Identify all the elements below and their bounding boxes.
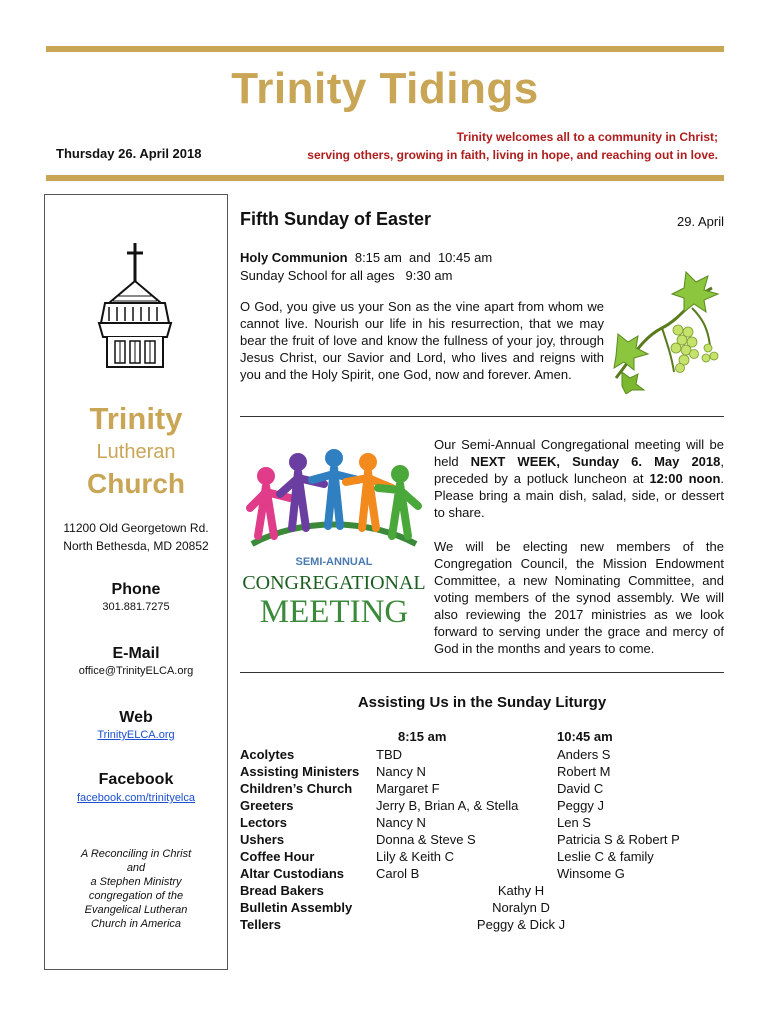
note-line: Church in America xyxy=(90,918,182,930)
note-line: a Stephen Ministry xyxy=(90,876,182,888)
shared-assignee: Peggy & Dick J xyxy=(476,917,566,932)
liturgy-roles xyxy=(240,746,359,933)
role-label: Altar Custodians xyxy=(240,866,345,881)
church-steeple-icon xyxy=(95,241,175,371)
communion-line xyxy=(240,249,492,267)
late-assignee: Robert M xyxy=(557,764,611,779)
shared-assignee: Kathy H xyxy=(497,883,545,898)
early-service-column xyxy=(376,746,518,882)
role-label: Tellers xyxy=(240,917,281,932)
facebook-label: Facebook xyxy=(98,771,174,788)
meeting-text: . Please bring a main dish, salad, side, or dessert to share. xyxy=(434,471,725,520)
role-label: Children’s Church xyxy=(240,781,353,796)
graphic-congregational: CONGREGATIONAL xyxy=(242,572,426,594)
sunday-date: 29. April xyxy=(677,214,724,229)
meeting-text: , preceded by a potluck luncheon at xyxy=(434,454,724,486)
web-link[interactable]: TrinityELCA.org xyxy=(97,729,175,741)
role-label: Assisting Ministers xyxy=(240,764,360,779)
communion-label: Holy Communion xyxy=(240,250,348,265)
prayer-of-the-day: O God, you give us your Son as the vine apart from whom we cannot live. Nourish our life in his resurrection, that we may bear the fruit of love and know the fullness of your joy, through Jesus Christ, our Savior and Lord, who lives and reigns with you and the Holy Spirit, one God, now and forever. Amen. xyxy=(240,299,604,382)
email-label: E-Mail xyxy=(112,645,160,662)
address-line-2: North Bethesda, MD 20852 xyxy=(63,539,209,553)
late-service-column xyxy=(557,746,680,882)
role-label: Lectors xyxy=(240,815,287,830)
late-assignee: Len S xyxy=(557,815,591,830)
reconciling-note xyxy=(45,847,227,931)
newsletter-title: Trinity Tidings xyxy=(231,64,539,113)
luncheon-time: 12:00 noon xyxy=(649,471,721,486)
phone-label: Phone xyxy=(111,581,161,598)
late-assignee: Anders S xyxy=(557,747,611,762)
sidebar xyxy=(44,194,228,970)
meeting-date: NEXT WEEK, Sunday 6. May 2018 xyxy=(470,454,721,469)
address-line-1: 11200 Old Georgetown Rd. xyxy=(63,521,209,535)
phone-number: 301.881.7275 xyxy=(102,601,170,613)
facebook-link[interactable]: facebook.com/trinityelca xyxy=(77,792,195,804)
sunday-school-line: Sunday School for all ages 9:30 am xyxy=(240,268,453,283)
role-label: Coffee Hour xyxy=(240,849,315,864)
meeting-announcement xyxy=(434,436,724,521)
early-assignee: Nancy N xyxy=(376,815,426,830)
church-address xyxy=(45,519,227,555)
shared-assignments xyxy=(376,882,666,933)
people-circle-icon xyxy=(240,448,428,558)
sunday-heading: Fifth Sunday of Easter xyxy=(240,209,432,229)
shared-assignee: Noralyn D xyxy=(492,900,550,915)
early-assignee: Lily & Keith C xyxy=(376,849,455,864)
early-assignee: TBD xyxy=(376,747,402,762)
email-address: office@TrinityELCA.org xyxy=(78,665,194,677)
note-line: congregation of the xyxy=(88,890,184,902)
church-name-trinity: Trinity xyxy=(89,401,183,436)
role-label: Bulletin Assembly xyxy=(240,900,353,915)
early-assignee: Donna & Steve S xyxy=(376,832,476,847)
late-service-header: 10:45 am xyxy=(557,729,613,744)
tagline-line-1: Trinity welcomes all to a community in Christ; xyxy=(456,130,718,144)
note-line: and xyxy=(126,862,146,874)
header-bottom-rule xyxy=(46,175,724,181)
section-divider xyxy=(240,416,724,417)
early-assignee: Carol B xyxy=(376,866,420,881)
graphic-meeting: MEETING xyxy=(259,594,409,630)
meeting-text: Our Semi-Annual Congregational meeting will be held xyxy=(434,437,724,469)
role-label: Acolytes xyxy=(240,747,295,762)
role-label: Bread Bakers xyxy=(240,883,324,898)
communion-times: 8:15 am and 10:45 am xyxy=(347,250,493,265)
role-label: Ushers xyxy=(240,832,285,847)
church-name-lutheran: Lutheran xyxy=(96,441,176,463)
late-assignee: Patricia S & Robert P xyxy=(557,832,680,847)
role-label: Greeters xyxy=(240,798,294,813)
note-line: A Reconciling in Christ xyxy=(80,848,192,860)
note-line: Evangelical Lutheran xyxy=(84,904,188,916)
grapevine-icon xyxy=(612,268,724,394)
late-assignee: Peggy J xyxy=(557,798,604,813)
late-assignee: David C xyxy=(557,781,604,796)
section-divider xyxy=(240,672,724,673)
tagline-line-2: serving others, growing in faith, living in hope, and reaching out in love. xyxy=(307,148,718,162)
web-label: Web xyxy=(119,709,153,726)
issue-date: Thursday 26. April 2018 xyxy=(56,146,202,161)
top-rule xyxy=(46,46,724,52)
meeting-elections: We will be electing new members of the Congregation Council, the Mission Endowment Committee, a new Nominating Committee, and voting members of the synod assembly. We will also reviewing the 2017 ministries as we look forward to serving under the grace and mercy of God in the months and years to come. xyxy=(434,539,724,656)
church-name-church: Church xyxy=(87,468,185,499)
congregational-meeting-graphic xyxy=(240,448,428,638)
early-service-header: 8:15 am xyxy=(398,729,447,744)
early-assignee: Margaret F xyxy=(376,781,440,796)
late-assignee: Winsome G xyxy=(557,866,625,881)
early-assignee: Jerry B, Brian A, & Stella xyxy=(376,798,519,813)
service-times xyxy=(240,249,492,285)
tagline xyxy=(307,128,718,164)
early-assignee: Nancy N xyxy=(376,764,426,779)
liturgy-title: Assisting Us in the Sunday Liturgy xyxy=(357,694,607,711)
graphic-semi-annual: SEMI-ANNUAL xyxy=(295,556,373,568)
late-assignee: Leslie C & family xyxy=(557,849,654,864)
